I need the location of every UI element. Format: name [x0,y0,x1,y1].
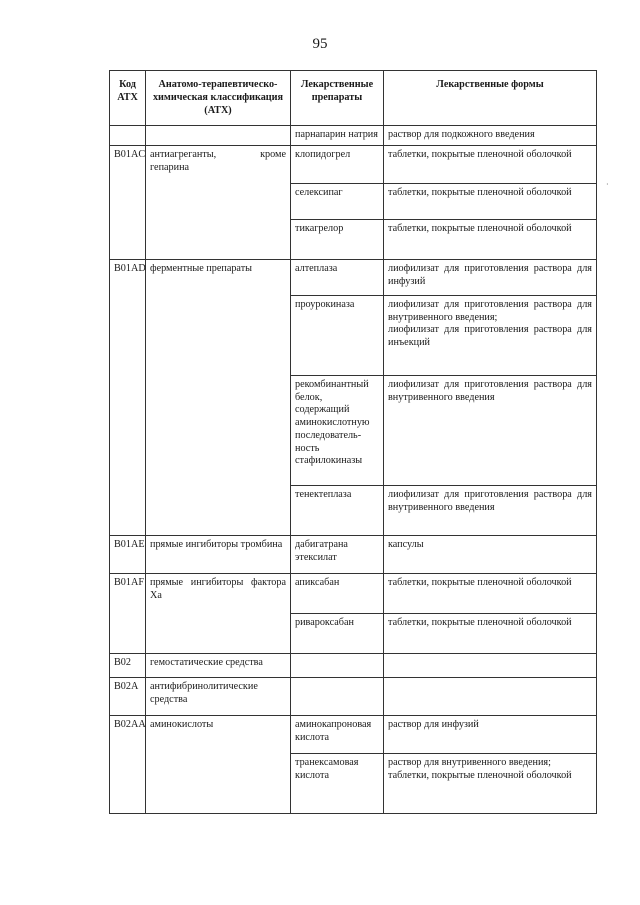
cell-drug: клопидогрел [291,145,384,183]
cell-form: таблетки, покрытые пленочной оболочкой [384,183,597,219]
cell-drug: апиксабан [291,573,384,613]
cell-code: B01AE [110,535,146,573]
table-row [110,715,597,753]
cell-drug: алтеплаза [291,259,384,295]
cell-drug: ривароксабан [291,613,384,653]
cell-code: B02 [110,653,146,677]
cell-drug [291,677,384,715]
cell-atx: ферментные препараты [146,259,291,535]
cell-atx: гемостатические средства [146,653,291,677]
cell-form: раствор для инфузий [384,715,597,753]
cell-drug: аминокапроновая кислота [291,715,384,753]
cell-form: таблетки, покрытые пленочной оболочкой [384,573,597,613]
page-number: 95 [312,36,328,52]
cell-form [384,677,597,715]
cell-drug [291,653,384,677]
cell-atx: аминокислоты [146,715,291,813]
header-forms: Лекарственные формы [384,71,597,126]
cell-form: лиофилизат для приготовления раствора для инфузий [384,259,597,295]
table-row [110,259,597,295]
cell-drug: тикагрелор [291,219,384,259]
table-row [110,145,597,183]
cell-drug: транексамовая кислота [291,753,384,813]
cell-drug: тенектеплаза [291,485,384,535]
table-row [110,573,597,613]
cell-code: B01AF [110,573,146,653]
cell-atx: прямые ингибиторы тромбина [146,535,291,573]
cell-form: таблетки, покрытые пленочной оболочкой [384,219,597,259]
cell-form: лиофилизат для приготовления раствора для внутривенного введения [384,485,597,535]
cell-atx [146,126,291,146]
header-atx: Анатомо-терапевтическо-химическая классификация (АТХ) [146,71,291,126]
cell-atx: антиагреганты, кроме гепарина [146,145,291,259]
cell-drug: парнапарин натрия [291,126,384,146]
cell-drug: проурокиназа [291,295,384,375]
header-drugs: Лекарственные препараты [291,71,384,126]
cell-form: таблетки, покрытые пленочной оболочкой [384,613,597,653]
cell-form [384,653,597,677]
cell-form: раствор для внутривенного введения; таблетки, покрытые пленочной оболочкой [384,753,597,813]
cell-atx: антифибринолитические средства [146,677,291,715]
atx-table [109,70,597,814]
cell-drug: дабигатрана этексилат [291,535,384,573]
cell-code: B01AD [110,259,146,535]
cell-code: B01AC [110,145,146,259]
header-code: Код АТХ [110,71,146,126]
cell-form: лиофилизат для приготовления раствора для внутривенного введения [384,375,597,485]
cell-code [110,126,146,146]
cell-atx: прямые ингибиторы фактора Xa [146,573,291,653]
cell-form: таблетки, покрытые пленочной оболочкой [384,145,597,183]
table-header-row [110,71,597,126]
cell-drug: селексипаг [291,183,384,219]
cell-code: B02A [110,677,146,715]
table-row [110,126,597,146]
table-row [110,677,597,715]
table-row [110,653,597,677]
cell-code: B02AA [110,715,146,813]
cell-form: лиофилизат для приготовления раствора для внутривенного введения; лиофилизат для приготовления раствора для инъекций [384,295,597,375]
cell-form: раствор для подкожного введения [384,126,597,146]
table-row [110,535,597,573]
cell-drug: рекомбинантный белок, содержащий аминокислотную последователь-ность стафилокиназы [291,375,384,485]
stray-mark: · [606,180,609,189]
cell-form: капсулы [384,535,597,573]
